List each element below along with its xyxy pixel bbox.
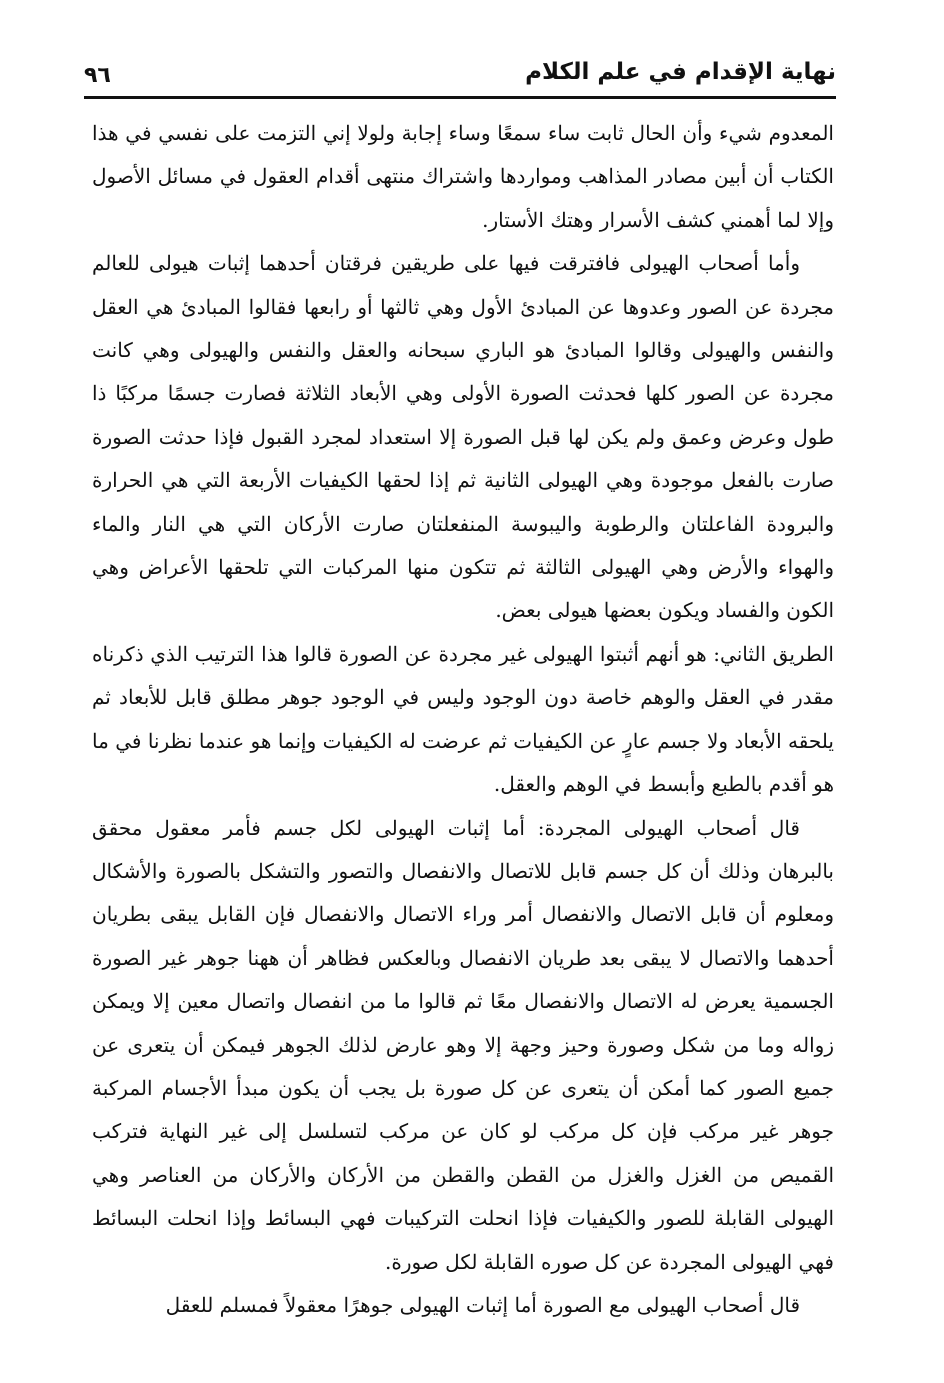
header-rule: [84, 96, 836, 99]
paragraph: المعدوم شيء وأن الحال ثابت ساء سمعًا وساء إجابة ولولا إني التزمت على نفسي في هذا الكتاب أن أبين مصادر المذاهب ومواردها واشتراك منتهى أقدام العقول في مسائل الأصول وإلا لما أهمني كشف الأسرار وهتك الأستار.: [92, 121, 834, 232]
page-header: [84, 56, 836, 90]
page-number: ٩٦: [84, 63, 111, 88]
paragraph: الطريق الثاني: هو أنهم أثبتوا الهيولى غير مجردة عن الصورة قالوا هذا الترتيب الذي ذكرناه مقدر في العقل والوهم خاصة دون الوجود وليس في الوجود جوهر مطلق قابل للأبعاد ثم يلحقه الأبعاد ولا جسم عارٍ عن الكيفيات ثم عرضت له الكيفيات وإنما هو عندما نظرنا في ما هو أقدم بالطبع وأبسط في الوهم والعقل.: [92, 641, 834, 797]
paragraph: قال أصحاب الهيولى المجردة: أما إثبات الهيولى لكل جسم فأمر معقول محقق بالبرهان وذلك أن كل جسم قابل للاتصال والانفصال والتصور والتشكل بالصورة والأشكال ومعلوم أن قابل الاتصال والانفصال أمر وراء الاتصال والانفصال فإن القابل يبقى بطريان أحدهما والاتصال لا يبقى بعد طريان الانفصال وبالعكس فظاهر أن ههنا جوهر غير الصورة الجسمية يعرض له الاتصال والانفصال معًا ثم قالوا ما من انفصال واتصال معين إلا ويمكن زواله وما من شكل وصورة وحيز وجهة إلا وهو عارض لذلك الجوهر فيمكن أن يتعرى عن جميع الصور كما أمكن أن يتعرى عن كل صورة بل يجب أن يكون مبدأ الأجسام المركبة جوهر غير مركب فإن كل مركب لو كان عن مركب لتسلسل إلى غير النهاية فتركب القميص من الغزل والغزل من القطن والقطن من الأركان والأركان من العناصر وهي الهيولى القابلة للصور والكيفيات فإذا انحلت التركيبات فهي البسائط وإذا انحلت البسائط فهي الهيولى المجردة عن كل صوره القابلة لكل صورة.: [92, 815, 834, 1274]
main-text: [92, 112, 834, 1327]
book-title: نهاية الإقدام في علم الكلام: [525, 59, 836, 85]
paragraph: قال أصحاب الهيولى مع الصورة أما إثبات الهيولى جوهرًا معقولاً فمسلم للعقل: [165, 1292, 800, 1317]
paragraph: وأما أصحاب الهيولى فافترقت فيها على طريقين فرقتان أحدهما إثبات هيولى للعالم مجردة عن الصور وعدوها عن المبادئ الأول وهي ثالثها أو رابعها فقالوا المبادئ هي العقل والنفس والهيولى وقالوا المبادئ هو الباري سبحانه والعقل والنفس والهيولى وهي كانت مجردة عن الصور كلها فحدثت الصورة الأولى وهي الأبعاد الثلاثة فصارت جسمًا مركبًا ذا طول وعرض وعمق ولم يكن لها قبل الصورة إلا استعداد لمجرد القبول فإذا حدثت الصورة صارت بالفعل موجودة وهي الهيولى الثانية ثم إذا لحقها الكيفيات الأربعة التي هي الحرارة والبرودة الفاعلتان والرطوبة واليبوسة المنفعلتان صارت الأركان التي هي النار والماء والهواء والأرض وهي الهيولى الثالثة ثم تتكون منها المركبات التي تلحقها الأعراض وهي الكون والفساد ويكون بعضها هيولى بعض.: [92, 251, 834, 623]
